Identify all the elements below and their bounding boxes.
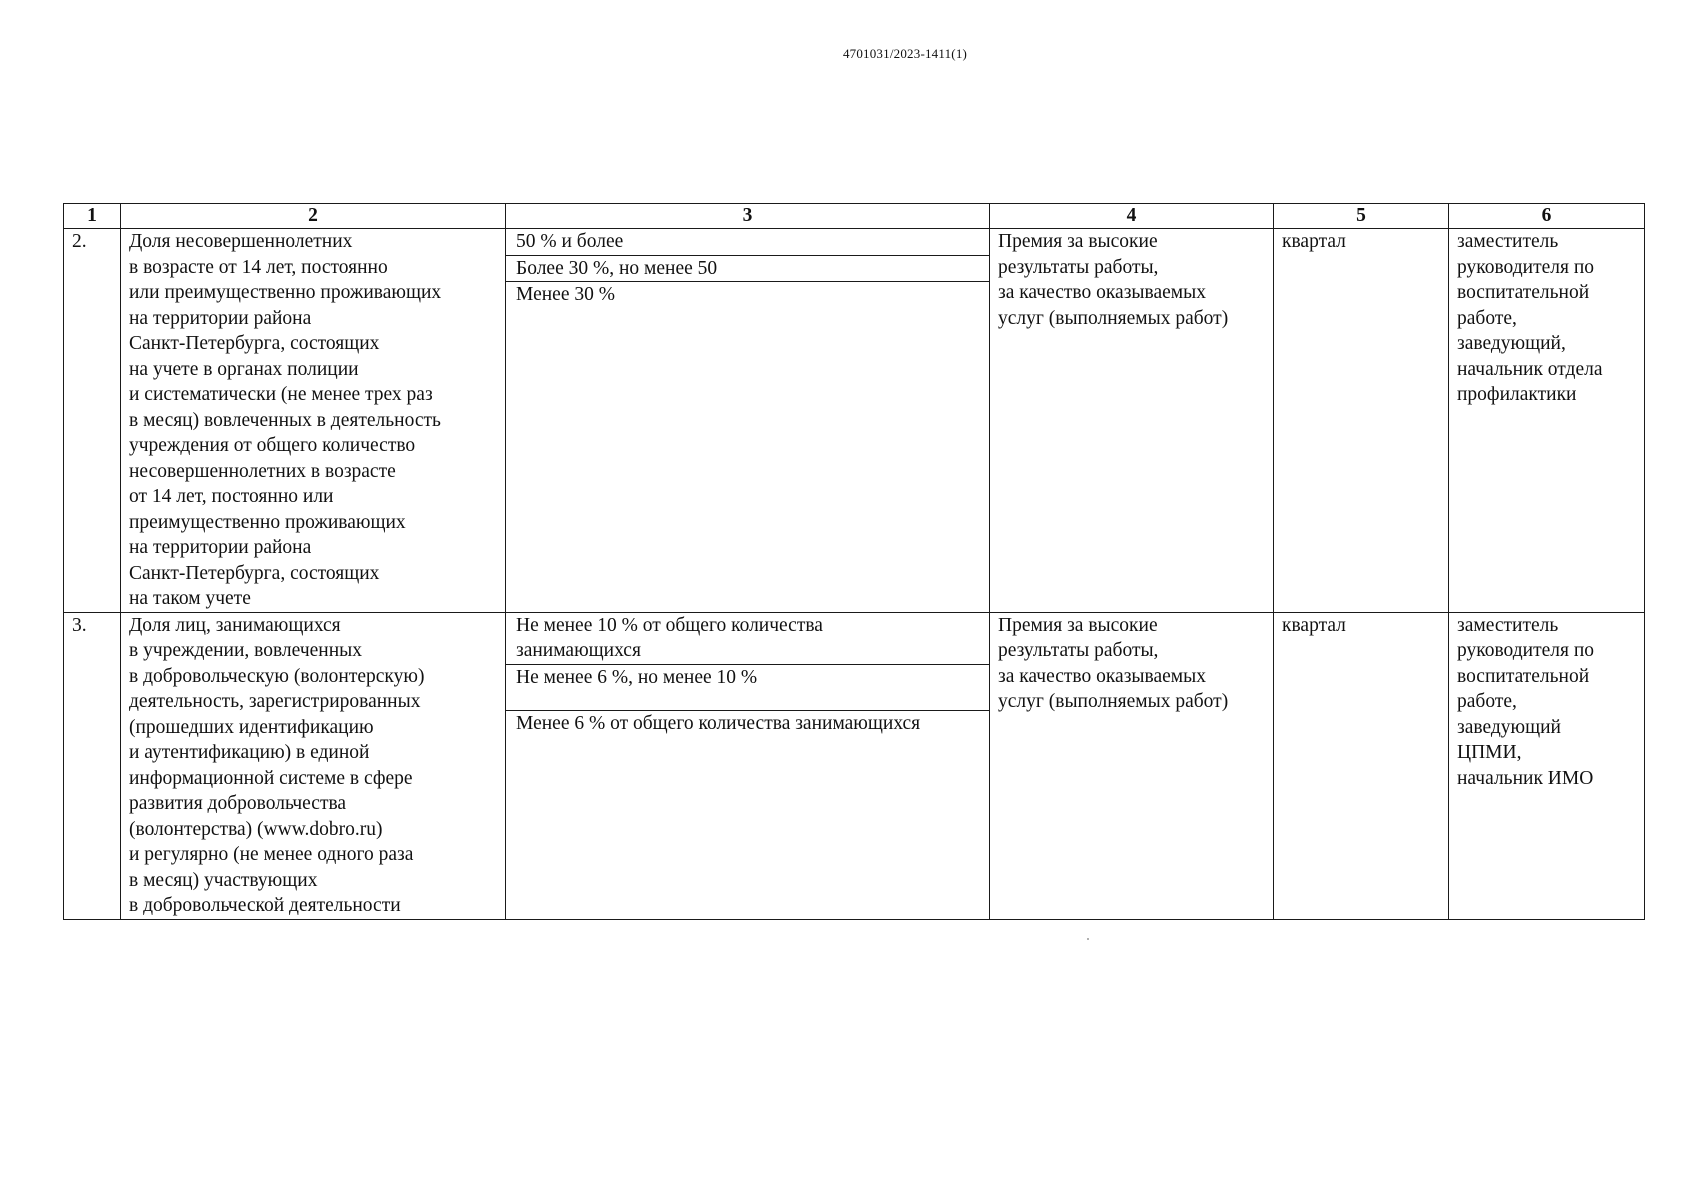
responsible-cell: заместитель руководителя по воспитательной работе, заведующий, начальник отдела профилактики [1449,229,1645,613]
header-cell-6: 6 [1449,204,1645,229]
criterion-item: Не менее 10 % от общего количества занимающихся [506,613,989,665]
period-cell: квартал [1274,229,1449,613]
period-cell: квартал [1274,612,1449,919]
table-row [64,229,1645,613]
payment-type-cell: Премия за высокие результаты работы, за качество оказываемых услуг (выполняемых работ) [990,229,1274,613]
responsible-cell: заместитель руководителя по воспитательной работе, заведующий ЦПМИ, начальник ИМО [1449,612,1645,919]
indicators-table [63,203,1645,920]
header-cell-4: 4 [990,204,1274,229]
table-header-row [64,204,1645,229]
criterion-item: Менее 30 % [516,284,615,305]
header-cell-2: 2 [121,204,506,229]
document-number: 4701031/2023-1411(1) [842,46,968,61]
row-number: 3. [64,612,121,919]
header-cell-5: 5 [1274,204,1449,229]
header-cell-1: 1 [64,204,121,229]
header-cell-3: 3 [506,204,990,229]
criterion-item: Более 30 %, но менее 50 [506,256,989,283]
scan-speck [1087,938,1089,940]
payment-type-cell: Премия за высокие результаты работы, за качество оказываемых услуг (выполняемых работ) [990,612,1274,919]
criteria-cell [506,229,990,613]
criteria-cell [506,612,990,919]
table-row [64,612,1645,919]
criterion-item: Менее 6 % от общего количества занимающихся [516,713,921,734]
row-number: 2. [64,229,121,613]
criterion-item: 50 % и более [506,229,989,256]
indicator-cell: Доля лиц, занимающихся в учреждении, вовлеченных в добровольческую (волонтерскую) деятельность, зарегистрированных (прошедших идентификацию и аутентификацию) в единой информационной системе в сфере развития добровольчества (волонтерства) (www.dobro.ru) и регулярно (не менее одного раза в месяц) участвующих в добровольческой деятельности [121,612,506,919]
criterion-item: Не менее 6 %, но менее 10 % [506,665,989,712]
indicator-cell: Доля несовершеннолетних в возрасте от 14 лет, постоянно или преимущественно проживающих на территории района Санкт-Петербурга, состоящих на учете в органах полиции и систематически (не менее трех раз в месяц) вовлеченных в деятельность учреждения от общего количество несовершеннолетних в возрасте от 14 лет, постоянно или преимущественно проживающих на территории района Санкт-Петербурга, состоящих на таком учете [121,229,506,613]
